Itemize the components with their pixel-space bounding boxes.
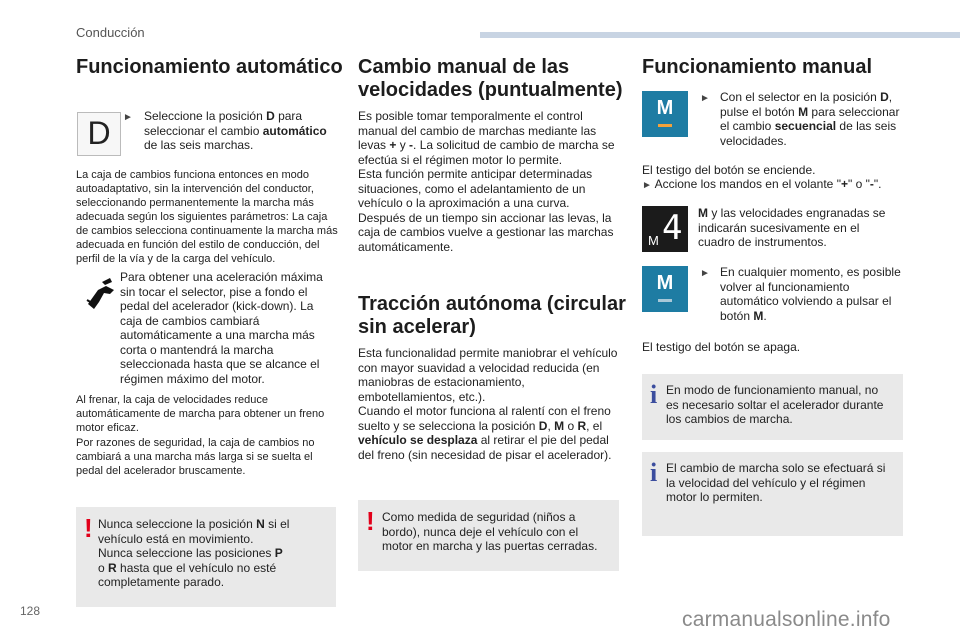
info-icon: i: [650, 380, 658, 409]
manual-button-unlit-icon: [642, 266, 688, 312]
info-accelerator-text: En modo de funcionamiento manual, no es necesario soltar el acelerador durante los cambios de marcha.: [666, 383, 884, 426]
manual-bullet-text: Con el selector en la posición D, pulse el botón M para seleccionar el cambio secuencial de las seis velocidades.: [720, 90, 900, 148]
auto-bullet-text: Seleccione la posición D para seleccionar el cambio automático de las seis marchas.: [144, 109, 327, 152]
children-warning-text: Como medida de seguridad (niños a bordo), nunca deje el vehículo con el motor en marcha y las puertas cerradas.: [382, 510, 598, 553]
display-gear-digit: 4: [662, 208, 683, 248]
led-on-indicator: [658, 124, 672, 127]
accelerator-pedal-icon: [84, 276, 118, 312]
instrument-display-icon: [642, 206, 688, 252]
heading-manual-mode: Funcionamiento manual: [642, 56, 873, 78]
manual-button-letter: M: [656, 97, 674, 119]
safety-paragraph: Por razones de seguridad, la caja de cambios no cambiará a una marcha más larga si se suelta el pedal del acelerador bruscamente.: [76, 437, 315, 477]
braking-paragraph: Al frenar, la caja de velocidades reduce automáticamente de marcha para obtener un freno motor eficaz.: [76, 394, 325, 434]
watermark: carmanualsonline.info: [682, 608, 891, 631]
heading-automatic: Funcionamiento automático: [76, 56, 343, 78]
page-number: 128: [20, 604, 41, 618]
info-box-accelerator: [642, 374, 903, 440]
bullet-arrow-icon: ►: [642, 180, 652, 191]
section-title: Conducción: [76, 25, 145, 40]
selector-d-letter: D: [87, 115, 111, 151]
paddles-text: ► Accione los mandos en el volante "+" o "-".: [642, 177, 882, 191]
heading-manual-shift: Cambio manual de las velocidades (puntualmente): [358, 56, 623, 101]
info-box-shift-conditions: [642, 452, 903, 536]
bullet-arrow-icon: ►: [700, 93, 710, 104]
selector-d-icon: [77, 112, 121, 156]
kickdown-text: Para obtener una aceleración máxima sin tocar el selector, pise a fondo el pedal del acelerador (kick-down). La caja de cambios cambiará automáticamente a una marcha más corta o mantendrá la marcha seleccionada hasta que se alcance el régimen máximo del motor.: [120, 270, 323, 386]
manual-shift-paragraph: Es posible tomar temporalmente el control manual del cambio de marchas mediante las levas + y -. La solicitud de cambio de marcha se efectúa si el régimen motor lo permite. Esta función permite anticipar determinadas situaciones, como el adelantamiento de un vehículo o la aproximación a una curva. Después de un tiempo sin accionar las levas, la caja de cambios vuelve a gestionar las marchas automáticamente.: [358, 109, 615, 254]
return-auto-text: En cualquier momento, es posible volver al funcionamiento automático volviendo a pulsar el botón M.: [720, 265, 901, 323]
display-paragraph: M y las velocidades engranadas se indicarán sucesivamente en el cuadro de instrumentos.: [698, 206, 886, 249]
warning-icon: !: [84, 513, 93, 543]
heading-creep: Tracción autónoma (circular sin acelerar): [358, 293, 626, 338]
creep-paragraph: Esta funcionalidad permite maniobrar el vehículo con mayor suavidad a velocidad reducida (en maniobras de estacionamiento, embotellamientos, etc.). Cuando el motor funciona al ralentí con el freno suelto y se selecciona la posición D, M o R, el vehículo se desplaza al retirar el pie del pedal del freno (sin necesidad de pisar el acelerador).: [358, 346, 618, 462]
bullet-arrow-icon: ►: [123, 112, 133, 123]
auto-paragraph: La caja de cambios funciona entonces en modo autoadaptativo, sin la intervención del conductor, seleccionando permanentemente la marcha más adecuada según los siguientes parámetros: La caja de cambios selecciona continuamente la marcha más adecuada en función del estilo de conducción, del perfil de la vía y de la carga del vehículo.: [76, 169, 338, 265]
display-mode-letter: M: [648, 233, 659, 248]
warning-box-children: [358, 500, 619, 571]
info-icon: i: [650, 458, 658, 487]
bullet-arrow-icon: ►: [700, 268, 710, 279]
led-off-indicator: [658, 299, 672, 302]
led-on-text: El testigo del botón se enciende.: [642, 163, 816, 177]
manual-button-letter: M: [656, 272, 674, 294]
manual-button-lit-icon: [642, 91, 688, 137]
warning-icon: !: [366, 506, 375, 536]
info-shift-text: El cambio de marcha solo se efectuará si la velocidad del vehículo y el régimen motor lo permiten.: [666, 461, 886, 504]
led-off-text: El testigo del botón se apaga.: [642, 340, 801, 354]
warning-box-neutral: ! Nunca seleccione la posición N si el vehículo está en movimiento. Nunca seleccione las posiciones P o R hasta que el vehículo no esté completamente parado.: [76, 507, 336, 607]
header-bar: [480, 32, 960, 38]
